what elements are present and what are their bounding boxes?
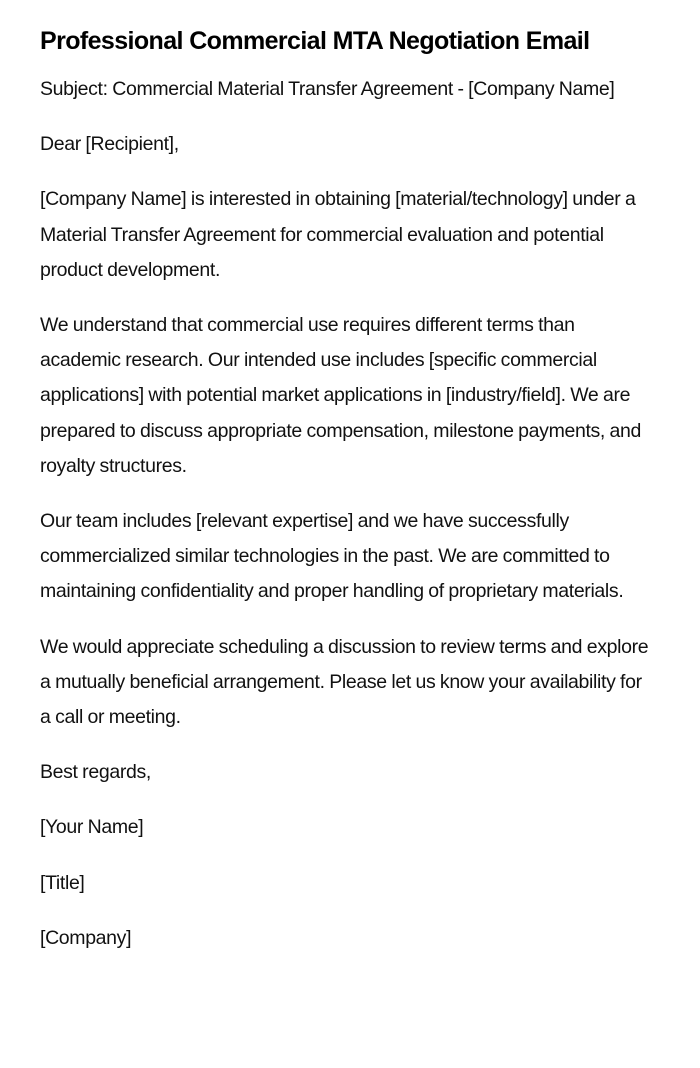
email-greeting: Dear [Recipient], (40, 133, 179, 156)
body-paragraph-request: We would appreciate scheduling a discussion to review terms and explore a mutually beneficial arrangement. Please let us know your availability for a call or meeting. (40, 635, 649, 729)
body-paragraph-team: Our team includes [relevant expertise] and we have successfully commercialized similar technologies in the past. We are committed to maintaining confidentiality and proper handling of proprietary materials. (40, 510, 624, 603)
body-paragraph-terms: We understand that commercial use requires different terms than academic research. Our intended use includes [specific commercial applications] with potential market applications in [industry/field]. We are prepared to discuss appropriate compensation, milestone payments, and royalty structures. (40, 314, 642, 477)
email-closing: Best regards, (40, 761, 151, 784)
signature-company: [Company] (40, 926, 132, 949)
body-paragraph-intro: [Company Name] is interested in obtaining [material/technology] under a Material Transfer Agreement for commercial evaluation and potential product development. (40, 188, 636, 281)
email-subject: Subject: Commercial Material Transfer Agreement - [Company Name] (40, 78, 615, 100)
signature-name: [Your Name] (40, 816, 144, 839)
page-title: Professional Commercial MTA Negotiation Email (40, 27, 590, 55)
signature-title: [Title] (40, 871, 85, 894)
